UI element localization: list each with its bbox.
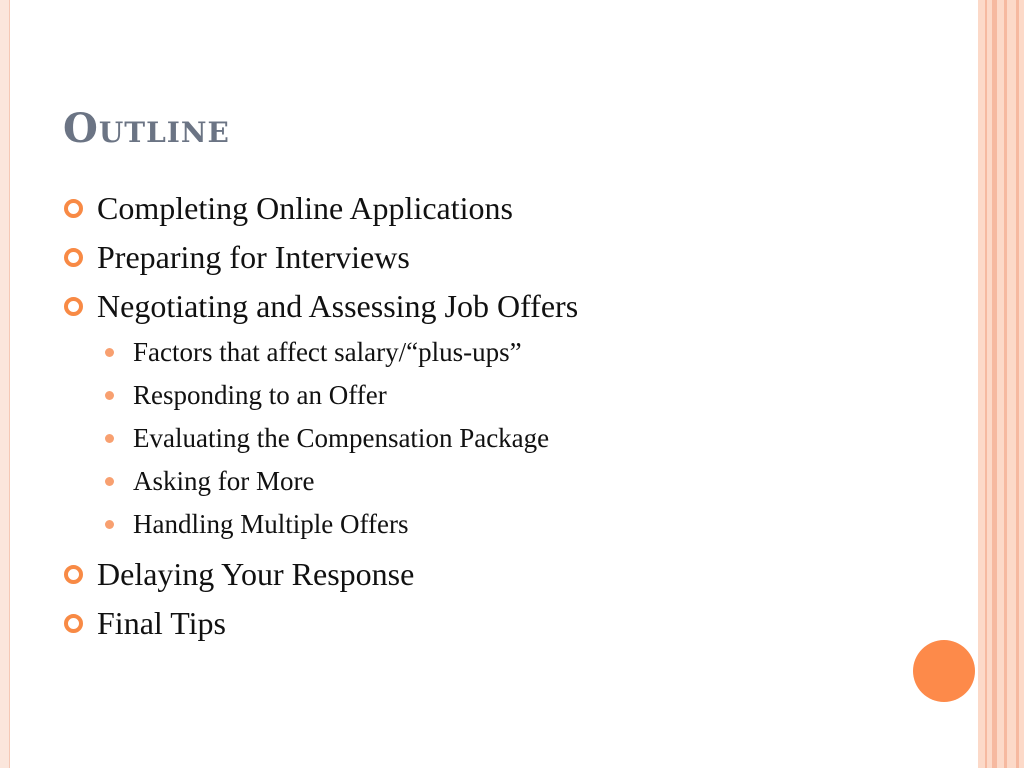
outline-item-label: Preparing for Interviews (97, 239, 410, 275)
dot-bullet-icon (105, 391, 114, 400)
outline-item (64, 233, 944, 282)
outline-subitem-label: Asking for More (133, 466, 315, 496)
ring-bullet-icon (64, 297, 83, 316)
slide-title: Outline (63, 105, 230, 152)
decorative-circle (913, 640, 975, 702)
outline-entry (64, 599, 944, 648)
ring-bullet-icon (64, 565, 83, 584)
outline-subitem-label: Handling Multiple Offers (133, 509, 409, 539)
border-line (992, 0, 997, 768)
border-line (1016, 0, 1019, 768)
border-line (985, 0, 987, 768)
outline-subitem (64, 331, 944, 374)
outline-item (64, 599, 944, 648)
outline-subitem (64, 503, 944, 546)
outline-item (64, 184, 944, 233)
outline-entry (64, 233, 944, 282)
outline-item-label: Completing Online Applications (97, 190, 513, 226)
outline-subitem (64, 417, 944, 460)
outline-entry (64, 550, 944, 599)
outline-entry (64, 184, 944, 233)
dot-bullet-icon (105, 520, 114, 529)
dot-bullet-icon (105, 434, 114, 443)
dot-bullet-icon (105, 477, 114, 486)
outline-entry (64, 282, 944, 550)
outline-item (64, 550, 944, 599)
outline-subitem (64, 374, 944, 417)
outline-item-label: Delaying Your Response (97, 556, 415, 592)
outline-list (64, 184, 944, 648)
outline-subitem (64, 460, 944, 503)
outline-item-label: Final Tips (97, 605, 226, 641)
ring-bullet-icon (64, 199, 83, 218)
left-border-stripe (0, 0, 10, 768)
outline-item-label: Negotiating and Assessing Job Offers (97, 288, 579, 324)
outline-subitem-label: Responding to an Offer (133, 380, 387, 410)
outline-subitem-label: Factors that affect salary/“plus-ups” (133, 337, 522, 367)
ring-bullet-icon (64, 248, 83, 267)
right-border-band (978, 0, 1024, 768)
outline-subitem-label: Evaluating the Compensation Package (133, 423, 550, 453)
dot-bullet-icon (105, 348, 114, 357)
border-line (1004, 0, 1007, 768)
ring-bullet-icon (64, 614, 83, 633)
outline-item (64, 282, 944, 331)
outline-sublist (64, 331, 944, 550)
